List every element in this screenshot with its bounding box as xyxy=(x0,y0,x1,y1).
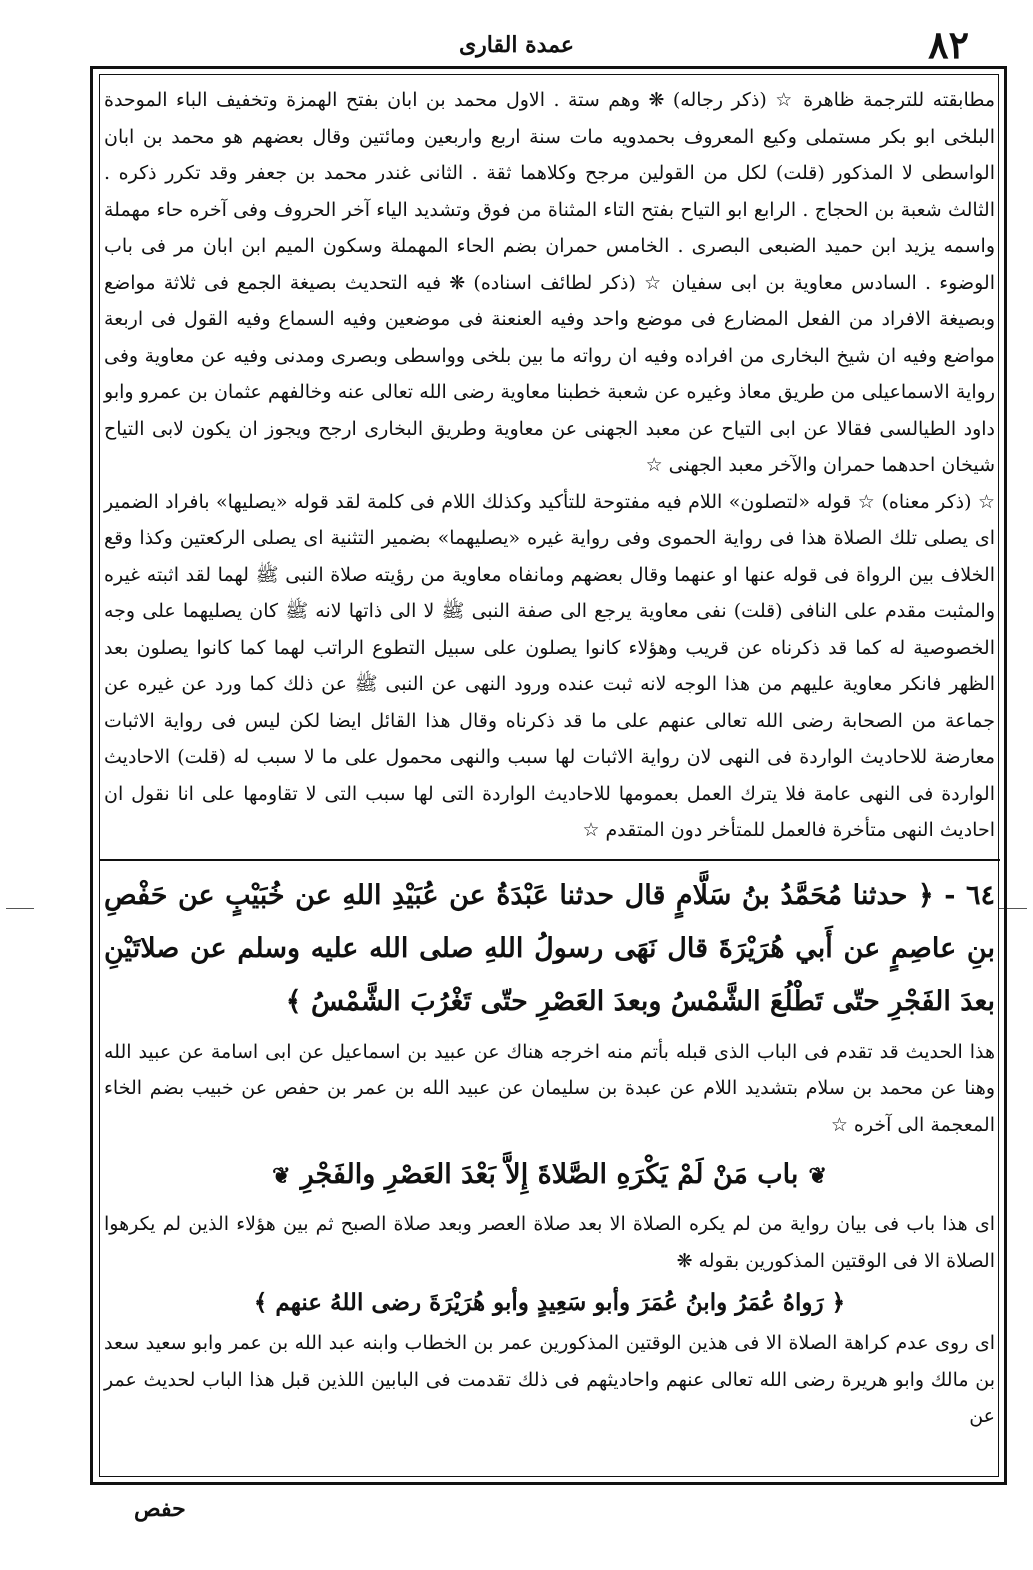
margin-mark-left xyxy=(6,908,34,909)
riwaya-line: ﴿ رَواهُ عُمَرُ وابنُ عُمَرَ وأبو سَعِيدٍ وأبو هُرَيْرَةَ رضى اللهُ عنهم ﴾ xyxy=(253,1289,846,1316)
commentary-narrators: مطابقته للترجمة ظاهرة ☆ (ذكر رجاله) ❋ وهم ستة . الاول محمد بن ابان بفتح الهمزة وتخفيف الباء الموحدة البلخى ابو بكر مستملى وكيع المعروف بحمدويه مات سنة اربع واربعين ومائتين وقال بعضهم هو محمد بن ابان الواسطى لا المذكور (قلت) لكل من القولين مرجح وكلاهما ثقة . الثانى غندر محمد بن جعفر وقد تكرر ذكره . الثالث شعبة بن الحجاج . الرابع ابو التياح بفتح التاء المثناة من فوق وتشديد الياء آخر الحروف وفى آخره حاء مهملة واسمه يزيد ابن حميد الضبعى البصرى . الخامس حمران بضم الحاء المهملة وسكون الميم ابن ابان مر فى باب الوضوء . السادس معاوية بن ابى سفيان ☆ (ذكر لطائف اسناده) ❋ فيه التحديث بصيغة الجمع فى ثلاثة مواضع وبصيغة الافراد من الفعل المضارع فى موضع واحد وفيه العنعنة فى موضعين وفيه السماع وفيه القول فى اربعة مواضع وفيه ان شيخ البخارى من افراده وفيه ان رواته ما بين بلخى وواسطى وبصرى ومدنى وفيه عن معاوية وفى رواية الاسماعيلى من طريق معاذ وغيره عن شعبة خطبنا معاوية رضى الله تعالى عنه وخالفهم عثمان بن عمرو وابو داود الطيالسى فقالا عن ابى التياح عن معبد الجهنى عن معاوية وطريق البخارى ارجح ويجوز ان يكون لابى التياح شيخان احدهما حمران والآخر معبد الجهنى ☆ xyxy=(104,89,995,476)
commentary-after-hadith: هذا الحديث قد تقدم فى الباب الذى قبله بأتم منه اخرجه هناك عن عبيد بن اسماعيل عن ابى اسامة عن عبيد الله وهنا عن محمد بن سلام بتشديد اللام عن عبدة بن سليمان عن عبيد الله بن عمر بن حفص عن خبيب بضم الخاء المعجمة الى آخره ☆ xyxy=(104,1040,995,1136)
page-header xyxy=(0,20,1033,70)
hadith-text: ٦٤ - ﴿ حدثنا مُحَمَّدُ بنُ سَلَّامٍ قال حدثنا عَبْدَةُ عن عُبَيْدِ اللهِ عن خُبَيْبٍ عن حَفْصِ بنِ عاصِمٍ عن أَبي هُرَيْرَةَ قال نَهَى رسولُ اللهِ صلى الله عليه وسلم عن صلاتَيْنِ بعدَ الفَجْرِ حتّى تَطْلُعَ الشَّمْسُ وبعدَ العَصْرِ حتّى تَغْرُبَ الشَّمْسُ ﴾ xyxy=(104,879,995,1017)
catchword: حفص xyxy=(134,1496,186,1522)
commentary-final: اى روى عدم كراهة الصلاة الا فى هذين الوقتين المذكورين عمر بن الخطاب وابنه عبد الله بن عمر وابو سعيد سعد بن مالك وابو هريرة رضى الله تعالى عنهم واحاديثهم فى ذلك تقدمت فى البابين اللذين قبل هذا الباب لحديث عمر عن xyxy=(104,1332,995,1427)
running-title: عمدة القارى xyxy=(458,32,575,58)
page-content xyxy=(104,82,995,1435)
chapter-heading xyxy=(104,1153,995,1198)
commentary-meaning: ☆ (ذكر معناه) ☆ قوله «لتصلون» اللام فيه مفتوحة للتأكيد وكذلك اللام فى كلمة لقد قوله «يصليها» بافراد الضمير اى يصلى تلك الصلاة هذا فى رواية الحموى وفى رواية غيره «يصليهما» بضمير التثنية اى يصلى الركعتين وكذا وقع الخلاف بين الرواة فى قوله عنها او عنهما وقال بعضهم ومانفاه معاوية من رؤيته صلاة النبى ﷺ لهما لقد اثبته غيره والمثبت مقدم على النافى (قلت) نفى معاوية يرجع الى صفة النبى ﷺ لا الى ذاتها لانه ﷺ كان يصليهما على وجه الخصوصية له كما قد ذكرناه عن قريب وهؤلاء كانوا يصلون على سبيل التطوع الراتب لهما كما كانوا يصلون بعد الظهر فانكر معاوية عليهم من هذا الوجه لانه ثبت عنده ورود النهى عن النبى ﷺ عن ذلك كما ورد عن غيره عن جماعة من الصحابة رضى الله تعالى عنهم على ما قد ذكرناه وقال هذا القائل ايضا لكن ليس فى رواية الاثبات معارضة للاحاديث الواردة فى النهى لان رواية الاثبات لها سبب والنهى محمول على ما لا سبب له (قلت) الاحاديث الواردة فى النهى عامة فلا يترك العمل بعمومها للاحاديث الواردة التى لها سبب التى لا تقاومها على انا نقول ان احاديث النهى متأخرة فالعمل للمتأخر دون المتقدم ☆ xyxy=(104,490,995,841)
ornament-left: ❦ xyxy=(272,1163,291,1189)
chapter-explanation: اى هذا باب فى بيان رواية من لم يكره الصلاة الا بعد صلاة العصر وبعد صلاة الصبح ثم بين هؤلاء الذين لم يكرهوا الصلاة الا فى الوقتين المذكورين بقوله ❋ xyxy=(104,1213,995,1272)
chapter-heading-text: باب مَنْ لَمْ يَكْرَهِ الصَّلاةَ إِلاَّ بَعْدَ العَصْرِ والفَجْرِ xyxy=(300,1159,799,1190)
section-divider xyxy=(99,859,1000,861)
page-number: ٨٢ xyxy=(928,22,969,67)
ornament-right: ❦ xyxy=(808,1163,827,1189)
